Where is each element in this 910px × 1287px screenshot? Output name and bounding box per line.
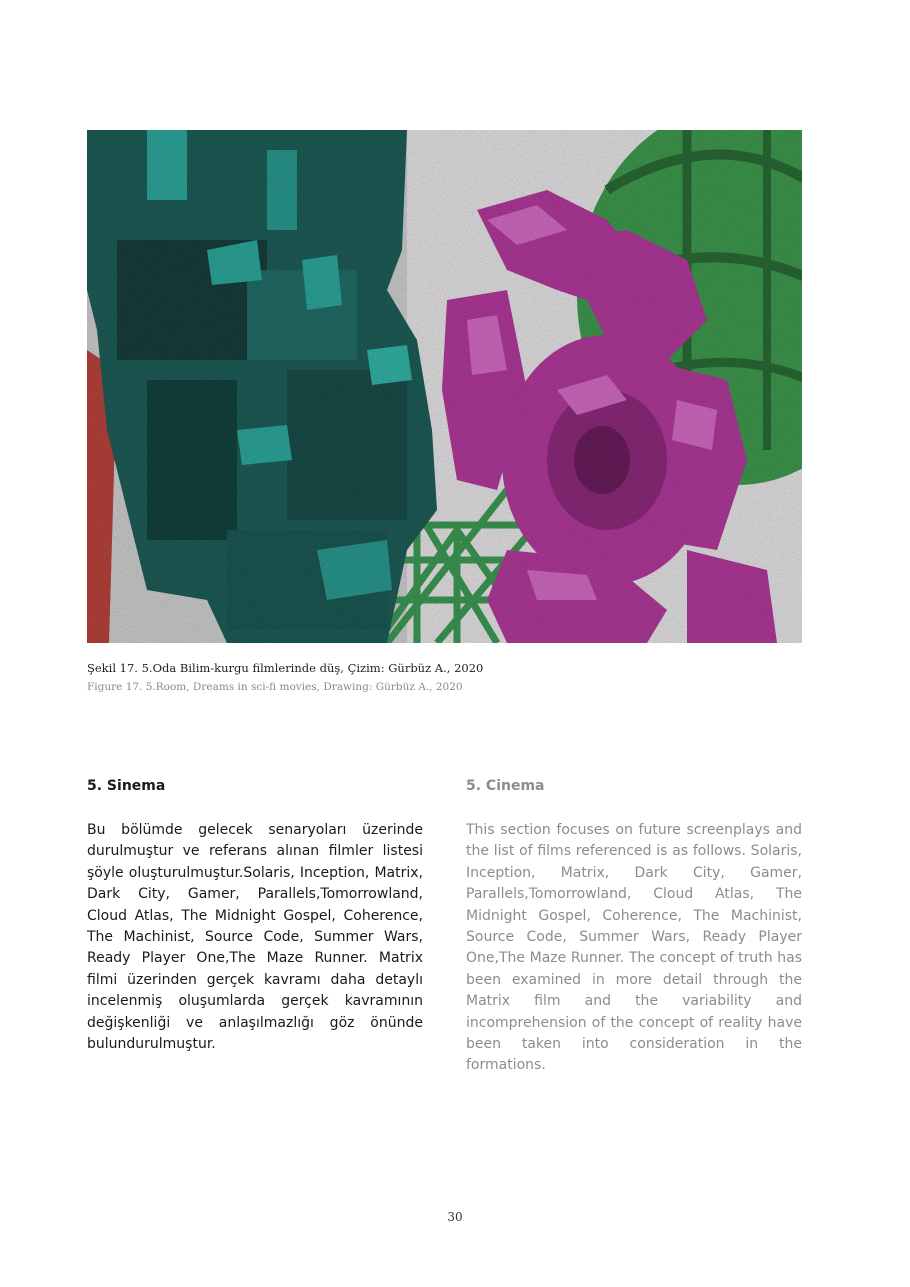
figure-caption-turkish: Şekil 17. 5.Oda Bilim-kurgu filmlerinde düş, Çizim: Gürbüz A., 2020 xyxy=(87,661,484,675)
page-number: 30 xyxy=(447,1210,463,1224)
section-heading-turkish: 5. Sinema xyxy=(87,778,166,794)
body-text-english: This section focuses on future screenplays and the list of films referenced is as follows. Solaris, Inception, Matrix, Dark City, Gamer, Parallels,Tomorrowland, Cloud Atlas, The Midnight Gospel, Coherence, The Machinist, Source Code, Summer Wars, Ready Player One,The Maze Runner. The concept of truth has been examined in more detail through the Matrix film and the variability and incomprehension of the concept of reality have been taken into consideration in the formations. xyxy=(466,822,802,1074)
body-text-turkish: Bu bölümde gelecek senaryoları üzerinde durulmuştur ve referans alınan filmler listesi şöyle oluşturulmuştur.Solaris, Inception, Matrix, Dark City, Gamer, Parallels,Tomorrowland, Cloud Atlas, The Midnight Gospel, Coherence, The Machinist, Source Code, Summer Wars, Ready Player One,The Maze Runner. Matrix filmi üzerinden gerçek kavramı daha detaylı incelenmiş oluşumlarda gerçek kavramının değişkenliği ve anlaşılmazlığı göz önünde bulundurulmuştur. xyxy=(87,822,423,1053)
sci-fi-room-drawing xyxy=(87,130,802,643)
figure-caption-english: Figure 17. 5.Room, Dreams in sci-fi movies, Drawing: Gürbüz A., 2020 xyxy=(87,681,463,693)
section-heading-english: 5. Cinema xyxy=(466,778,545,794)
figure-illustration xyxy=(87,130,802,643)
